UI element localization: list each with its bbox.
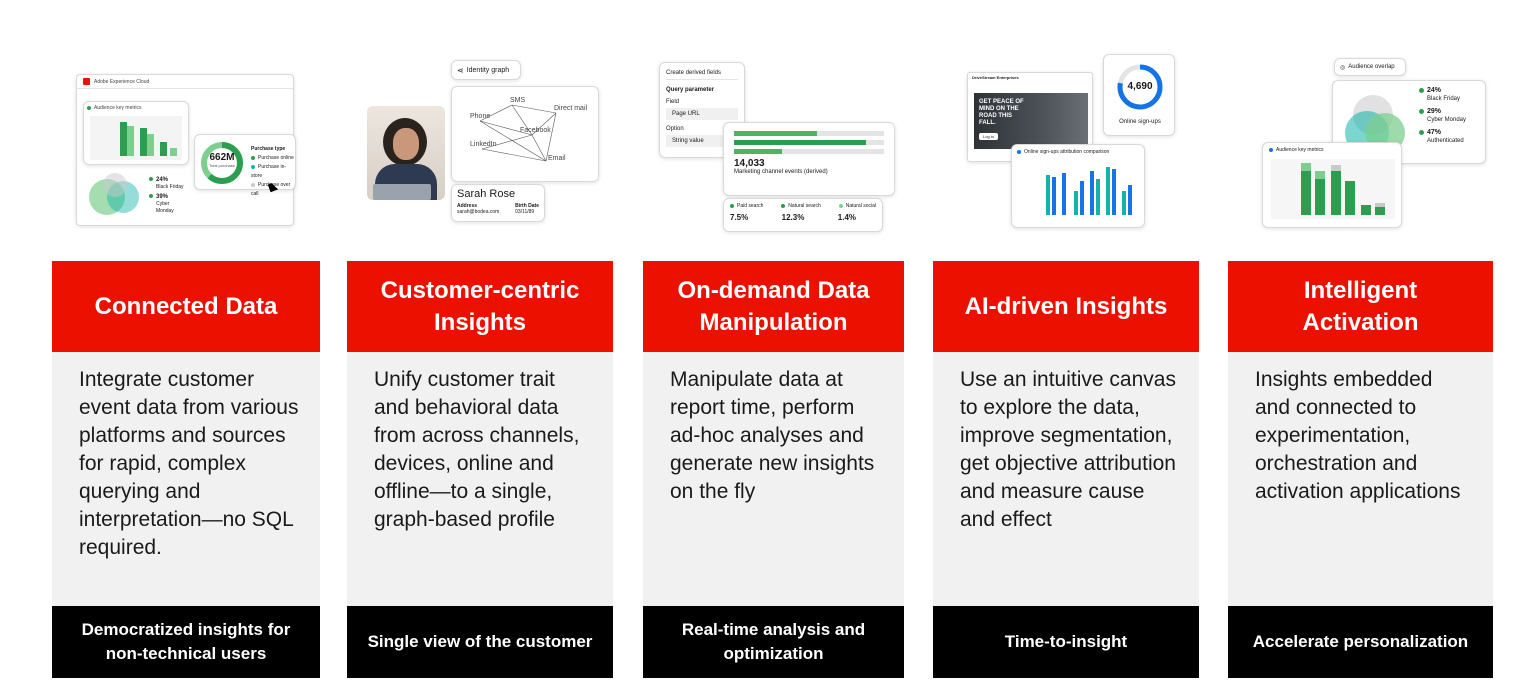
- ad-login-button[interactable]: Log in: [979, 133, 998, 140]
- column-outcome: Single view of the customer: [347, 606, 613, 678]
- column-outcome: Accelerate personalization: [1228, 606, 1493, 678]
- column-description: Insights embedded and connected to experimentation, orchestration and activation applications: [1228, 352, 1493, 606]
- column-title: Intelligent Activation: [1228, 261, 1493, 352]
- derived-bar-fill: [734, 131, 817, 136]
- option-input[interactable]: String value: [666, 135, 738, 147]
- ring-caption: Online sign-ups: [1119, 119, 1161, 125]
- column-outcome: Real-time analysis and optimization: [643, 606, 904, 678]
- column-description: Unify customer trait and behavioral data from across channels, devices, online and offline—to a single, graph-based profile: [347, 352, 613, 606]
- derived-bars: [734, 131, 884, 154]
- column-outcome: Time-to-insight: [933, 606, 1199, 678]
- donut-caption: Total purchase: [208, 163, 235, 168]
- venn-panel: 24% Black Friday 39% Cyber Monday: [83, 171, 187, 221]
- purchase-type-title: Purchase type: [251, 146, 286, 152]
- column-title: Connected Data: [52, 261, 320, 352]
- graph-node-phone: Phone: [470, 113, 491, 120]
- metrics-bar-chart: [90, 116, 186, 160]
- metrics-panel: [83, 101, 189, 165]
- derived-bar-fill: [734, 140, 866, 145]
- identity-graph-panel: [451, 86, 599, 182]
- derived-bar-track: [734, 149, 884, 154]
- ad-banner: [974, 93, 1088, 149]
- audience-overlap-tab: ◎ Audience overlap: [1334, 58, 1406, 76]
- field-input[interactable]: Page URL: [666, 108, 738, 120]
- graph-node-email: Email: [548, 155, 566, 162]
- ad-headline: GET PEACE OF MIND ON THE ROAD THIS FALL.: [979, 99, 1024, 126]
- column-outcome: Democratized insights for non-technical users: [52, 606, 320, 678]
- graph-node-linkedin: LinkedIn: [470, 141, 497, 148]
- profile-name: Sarah Rose: [457, 188, 516, 200]
- panel-title: Create derived fields: [666, 67, 738, 80]
- profile-card: Sarah Rose Address sarah@bodea.com Birth Date 03/11/89: [451, 184, 545, 222]
- customer-centric-illustration: [367, 50, 603, 240]
- signups-ring-card: [1103, 54, 1175, 136]
- audience-metrics-card: Audience key metrics: [1262, 142, 1402, 228]
- donut-value: 662M: [209, 152, 235, 163]
- derived-bar-fill: [734, 149, 782, 154]
- ring-value: 4,690: [1127, 81, 1153, 92]
- venn-diagram: [83, 171, 147, 219]
- graph-node-sms: SMS: [510, 97, 526, 104]
- overlap-icon: ◎: [1340, 64, 1346, 71]
- column-title: Customer-centric Insights: [347, 261, 613, 352]
- intelligent-activation-illustration: [1262, 50, 1490, 240]
- column-title: AI-driven Insights: [933, 261, 1199, 352]
- derived-metric-card: [723, 122, 895, 196]
- identity-graph: [452, 87, 600, 183]
- graph-node-facebook: Facebook: [520, 127, 551, 134]
- attribution-bar-chart: [1018, 161, 1138, 221]
- on-demand-illustration: [659, 50, 899, 240]
- channel-breakdown-card: Paid search Natural search Natural social 7.5% 12.3% 1.4%: [723, 198, 883, 232]
- ai-driven-illustration: [967, 50, 1187, 240]
- green-dot-icon: [87, 106, 91, 110]
- purchase-card: 662M Total purchase Purchase type Purchase online Purchase in-store Purchase over call: [194, 134, 296, 190]
- column-description: Use an intuitive canvas to explore the data, improve segmentation, get objective attribution and measure cause and effect: [933, 352, 1199, 606]
- green-dot-icon: [149, 194, 153, 198]
- column-description: Integrate customer event data from various platforms and sources for rapid, complex querying and interpretation—no SQL required.: [52, 352, 320, 606]
- column-title: On-demand Data Manipulation: [643, 261, 904, 352]
- derived-bar-track: [734, 131, 884, 136]
- metric-value: 14,033: [734, 158, 765, 169]
- share-icon: ⋖: [457, 65, 464, 75]
- derived-fields-panel: Create derived fields Query parameter Field Page URL Option String value: [659, 62, 745, 158]
- connected-data-illustration: [76, 50, 296, 240]
- column-description: Manipulate data at report time, perform ad-hoc analyses and generate new insights on the fly: [643, 352, 904, 606]
- green-dot-icon: [149, 177, 153, 181]
- panel-title: Audience key metrics: [94, 105, 142, 111]
- derived-bar-track: [734, 140, 884, 145]
- audience-overlap-panel: 24% Black Friday 29% Cyber Monday 47% Authenticated: [1332, 80, 1486, 164]
- adobe-logo-icon: [83, 78, 90, 85]
- metric-caption: Marketing channel events (derived): [734, 169, 828, 175]
- window-title: Adobe Experience Cloud: [94, 78, 150, 85]
- attribution-chart-card: Online sign-ups attribution comparison: [1011, 144, 1145, 228]
- audience-metrics-bar-chart: [1271, 159, 1395, 219]
- profile-photo: [367, 106, 445, 200]
- graph-node-direct-mail: Direct mail: [554, 105, 588, 112]
- ad-preview-card: DriveStream Enterprises GET PEACE OF MIND ON THE ROAD THIS FALL. Log in: [967, 72, 1093, 162]
- identity-graph-tab: ⋖ Identity graph: [451, 60, 521, 80]
